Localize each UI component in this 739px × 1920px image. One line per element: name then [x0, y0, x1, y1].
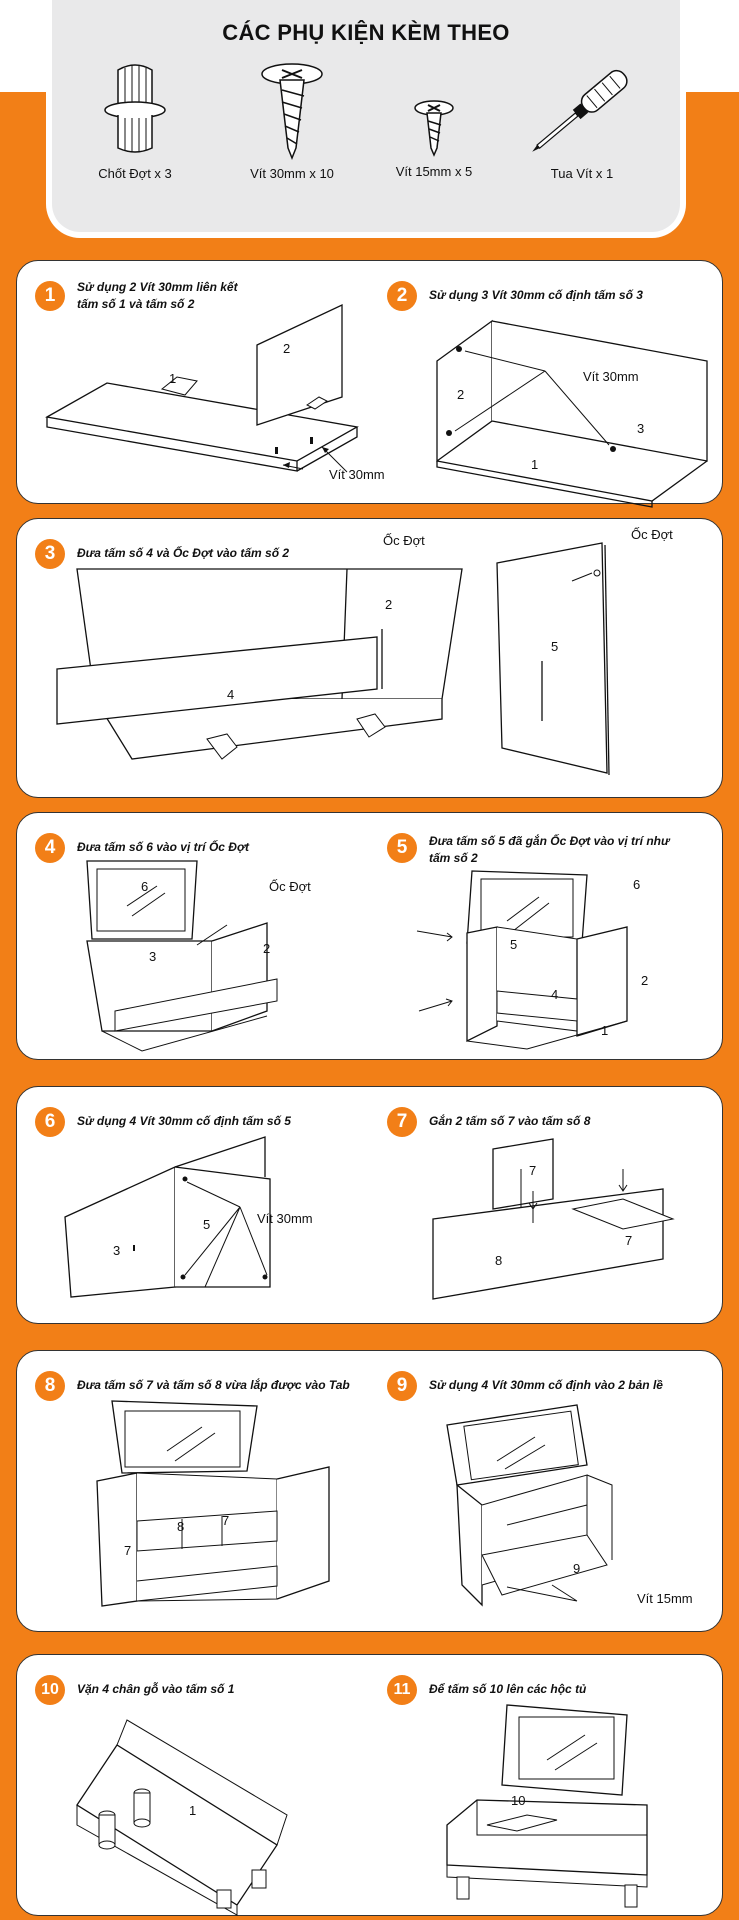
panel-label: 5 — [510, 937, 518, 952]
step-caption: Vặn 4 chân gỗ vào tấm số 1 — [77, 1682, 235, 1696]
step-caption: Đưa tấm số 4 và Ốc Đợt vào tấm số 2 — [77, 546, 290, 560]
screw-label: Vít 15mm — [637, 1591, 693, 1606]
panel-label: 2 — [263, 941, 271, 956]
screw-label: Vít 30mm — [329, 467, 385, 482]
step-7-illustration — [433, 1139, 703, 1319]
step-caption: Sử dụng 4 Vít 30mm cố định vào 2 bản lề — [429, 1378, 663, 1392]
step-10-illustration — [67, 1715, 307, 1905]
dowel-pin-icon — [100, 60, 170, 160]
panel-label: 6 — [633, 877, 641, 892]
panel-label: 6 — [141, 879, 149, 894]
step-caption: Đưa tấm số 7 và tấm số 8 vừa lắp được vào Tab — [77, 1378, 350, 1392]
nut-label: Ốc Đợt — [269, 879, 311, 894]
panel-label: 8 — [177, 1519, 185, 1534]
step-1-illustration — [37, 297, 377, 497]
panel-label: 2 — [457, 387, 465, 402]
step-badge: 9 — [387, 1371, 417, 1401]
panel-steps-8-9 — [16, 1350, 723, 1632]
step-caption: Sử dụng 3 Vít 30mm cố định tấm số 3 — [429, 288, 643, 302]
accessories-title: CÁC PHỤ KIỆN KÈM THEO — [222, 20, 510, 45]
panel-label: 10 — [511, 1793, 526, 1808]
step-badge: 11 — [387, 1675, 417, 1705]
panel-label: 3 — [637, 421, 645, 436]
step-3-illustration — [57, 559, 467, 789]
panel-label: 7 — [625, 1233, 633, 1248]
step-badge: 6 — [35, 1107, 65, 1137]
panel-label: 1 — [531, 457, 539, 472]
screwdriver-icon — [517, 60, 647, 160]
nut-label: Ốc Đợt — [383, 533, 425, 548]
step-badge: 1 — [35, 281, 65, 311]
step-badge: 5 — [387, 833, 417, 863]
panel-label: 1 — [169, 371, 177, 386]
step-2-illustration — [437, 311, 727, 501]
panel-label: 8 — [495, 1253, 503, 1268]
screw-label: Vít 30mm — [257, 1211, 313, 1226]
step-3-panel-5-illustration — [497, 543, 637, 793]
step-badge: 2 — [387, 281, 417, 311]
panel-label: 9 — [573, 1561, 581, 1576]
screw-30mm-icon — [252, 60, 332, 160]
accessory-label: Chốt Đợt x 3 — [98, 166, 172, 181]
panel-label: 2 — [283, 341, 291, 356]
panel-label: 4 — [227, 687, 235, 702]
step-caption: Sử dụng 4 Vít 30mm cố định tấm số 5 — [77, 1114, 291, 1128]
screw-15mm-icon — [409, 98, 459, 158]
accessory-label: Tua Vít x 1 — [550, 166, 614, 181]
step-badge: 4 — [35, 833, 65, 863]
step-9-illustration — [447, 1405, 677, 1615]
step-8-illustration — [97, 1401, 347, 1621]
step-caption: Gắn 2 tấm số 7 vào tấm số 8 — [429, 1114, 591, 1128]
accessory-label: Vít 15mm x 5 — [395, 164, 473, 179]
step-badge: 7 — [387, 1107, 417, 1137]
accessory-screw-30 — [232, 60, 352, 181]
panel-label: 3 — [113, 1243, 121, 1258]
accessory-screw-15 — [374, 98, 494, 179]
accessory-screwdriver — [512, 60, 652, 181]
accessory-label: Vít 30mm x 10 — [250, 166, 334, 181]
panel-label: 7 — [529, 1163, 537, 1178]
panel-label: 1 — [601, 1023, 609, 1038]
panel-label: 4 — [551, 987, 559, 1002]
panel-label: 1 — [189, 1803, 197, 1818]
step-badge: 8 — [35, 1371, 65, 1401]
accessory-dowel-pin — [80, 60, 190, 181]
step-badge: 10 — [35, 1675, 65, 1705]
panel-steps-10-11 — [16, 1654, 723, 1916]
accessories-card — [46, 0, 686, 238]
step-11-illustration — [447, 1705, 677, 1910]
step-caption: Sử dụng 2 Vít 30mm liên kết tấm số 1 và tấm số 2 — [77, 280, 238, 311]
panel-label: 2 — [641, 973, 649, 988]
panel-label: 7 — [222, 1513, 230, 1528]
panel-steps-6-7 — [16, 1086, 723, 1324]
panel-label: 7 — [124, 1543, 132, 1558]
panel-steps-1-2 — [16, 260, 723, 504]
nut-label: Ốc Đợt — [631, 527, 673, 542]
step-badge: 3 — [35, 539, 65, 569]
panel-label: 5 — [203, 1217, 211, 1232]
panel-step-3 — [16, 518, 723, 798]
panel-label: 3 — [149, 949, 157, 964]
step-caption: Để tấm số 10 lên các hộc tủ — [429, 1682, 587, 1696]
screw-label: Vít 30mm — [583, 369, 639, 384]
step-caption: Đưa tấm số 6 vào vị trí Ốc Đợt — [77, 840, 250, 854]
step-caption: Đưa tấm số 5 đã gắn Ốc Đợt vào vị trí như tấm số 2 — [429, 834, 670, 865]
panel-steps-4-5 — [16, 812, 723, 1060]
step-5-illustration — [417, 871, 687, 1051]
panel-label: 5 — [551, 639, 559, 654]
panel-label: 2 — [385, 597, 393, 612]
